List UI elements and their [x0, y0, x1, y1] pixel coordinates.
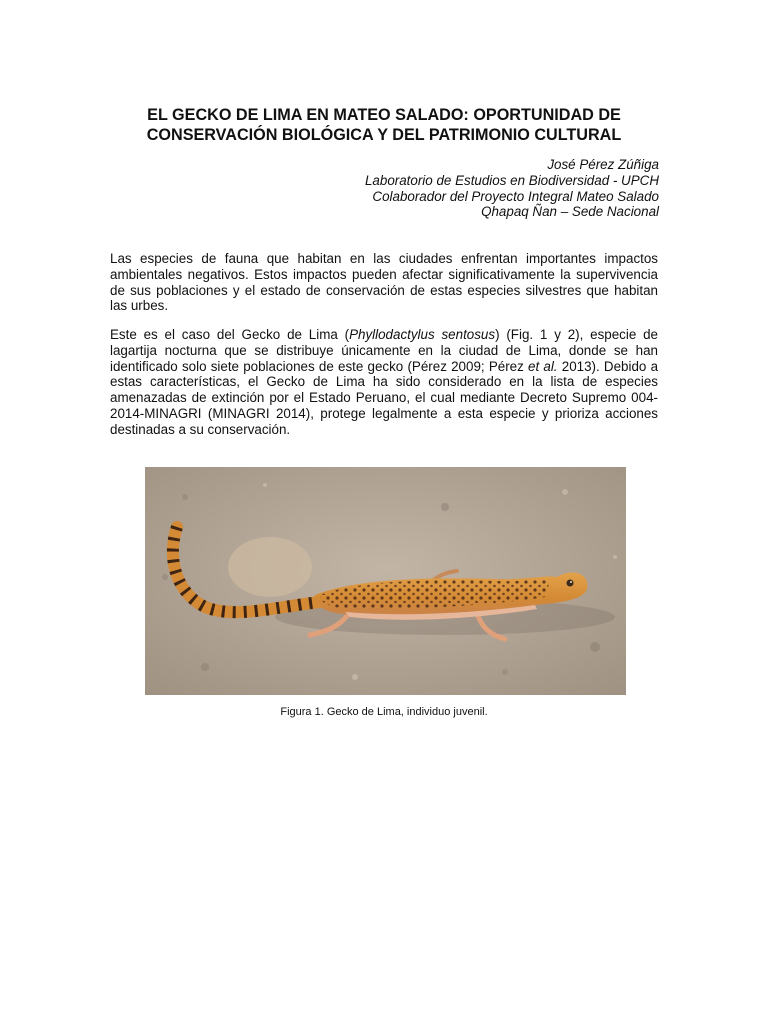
author-block	[365, 157, 659, 220]
article-title	[100, 105, 668, 145]
pebble	[228, 537, 312, 597]
gecko-eye	[567, 580, 574, 587]
figure-caption: Figura 1. Gecko de Lima, individuo juvenil.	[280, 706, 488, 718]
paragraph-2-text-c: 2013). Debido a estas características, el Gecko de Lima ha sido considerado en la lista de especies amenazadas de extinción por el Estado Peruano, el cual mediante Decreto Supremo 004-2014-MINAGRI (MINAGRI 2014), protege legalmente a esta especie y prioriza acciones destinadas a su conservación.	[110, 358, 659, 437]
author-affiliation-2: Colaborador del Proyecto Integral Mateo Salado	[372, 188, 659, 204]
author-affiliation-1: Laboratorio de Estudios en Biodiversidad - UPCH	[364, 172, 659, 188]
paragraph-1: Las especies de fauna que habitan en las ciudades enfrentan importantes impactos ambientales negativos. Estos impactos pueden afectar significativamente la supervivencia de sus poblaciones y el estado de conservación de estas especies silvestres que habitan las urbes.	[110, 251, 658, 314]
gecko-eye-highlight	[570, 581, 572, 583]
author-affiliation-3: Qhapaq Ñan – Sede Nacional	[481, 204, 659, 220]
gecko-photo	[145, 467, 626, 695]
title-line-1: EL GECKO DE LIMA EN MATEO SALADO: OPORTUNIDAD DE	[147, 106, 621, 124]
species-name: Phyllodactylus sentosus	[349, 327, 496, 342]
title-line-2: CONSERVACIÓN BIOLÓGICA Y DEL PATRIMONIO CULTURAL	[146, 126, 622, 144]
paragraph-2-text-b: ) (Fig. 1 y 2), especie de lagartija nocturna que se distribuye únicamente en la ciudad de Lima, donde se han identificado solo siete poblaciones de este gecko (Pérez 2009; Pérez	[110, 327, 658, 374]
et-al: et al.	[528, 358, 558, 374]
author-name: José Pérez Zúñiga	[547, 157, 659, 172]
paragraph-2-text-a: Este es el caso del Gecko de Lima (	[110, 327, 350, 342]
gecko-photo-svg	[145, 467, 626, 695]
paragraph-2	[110, 327, 658, 438]
